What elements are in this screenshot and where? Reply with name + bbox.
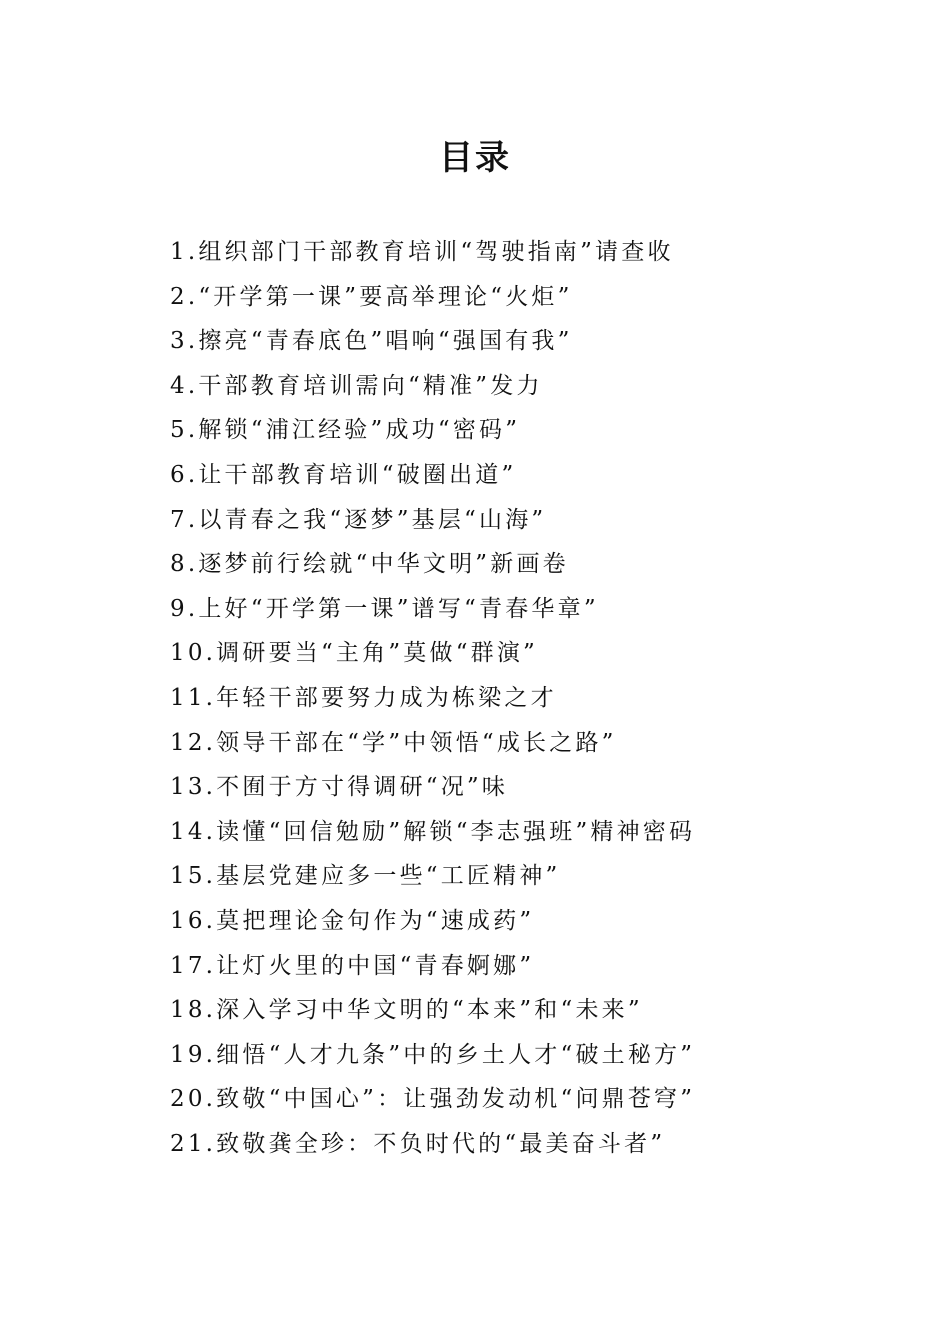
toc-item-2: 2.“开学第一课”要高举理论“火炬” — [170, 283, 573, 310]
toc-item-1: 1.组织部门干部教育培训“驾驶指南”请查收 — [170, 239, 674, 265]
toc-item-9: 9.上好“开学第一课”谱写“青春华章” — [170, 595, 599, 622]
page-title: 目录 — [439, 138, 511, 178]
toc-item-21: 21.致敬龚全珍：不负时代的“最美奋斗者” — [170, 1130, 666, 1157]
toc-item-8: 8.逐梦前行绘就“中华文明”新画卷 — [170, 551, 569, 578]
toc-item-19: 19.细悟“人才九条”中的乡土人才“破土秘方” — [170, 1041, 696, 1068]
toc-item-20: 20.致敬“中国心”：让强劲发动机“问鼎苍穹” — [170, 1086, 696, 1113]
table-of-contents — [170, 230, 890, 1166]
toc-item-17: 17.让灯火里的中国“青春婀娜” — [170, 952, 535, 979]
toc-item-14: 14.读懂“回信勉励”解锁“李志强班”精神密码 — [170, 818, 696, 845]
toc-item-3: 3.擦亮“青春底色”唱响“强国有我” — [170, 328, 573, 355]
toc-item-11: 11.年轻干部要努力成为栋梁之才 — [170, 684, 557, 711]
toc-item-15: 15.基层党建应多一些“工匠精神” — [170, 863, 561, 890]
toc-item-6: 6.让干部教育培训“破圈出道” — [170, 461, 517, 488]
toc-item-7: 7.以青春之我“逐梦”基层“山海” — [170, 506, 547, 533]
toc-item-13: 13.不囿于方寸得调研“况”味 — [170, 774, 509, 801]
toc-item-16: 16.莫把理论金句作为“速成药” — [170, 907, 535, 934]
toc-item-4: 4.干部教育培训需向“精准”发力 — [170, 372, 543, 399]
toc-item-18: 18.深入学习中华文明的“本来”和“未来” — [170, 997, 643, 1024]
toc-item-5: 5.解锁“浦江经验”成功“密码” — [170, 417, 521, 444]
toc-item-10: 10.调研要当“主角”莫做“群演” — [170, 640, 539, 667]
toc-item-12: 12.领导干部在“学”中领悟“成长之路” — [170, 729, 617, 756]
